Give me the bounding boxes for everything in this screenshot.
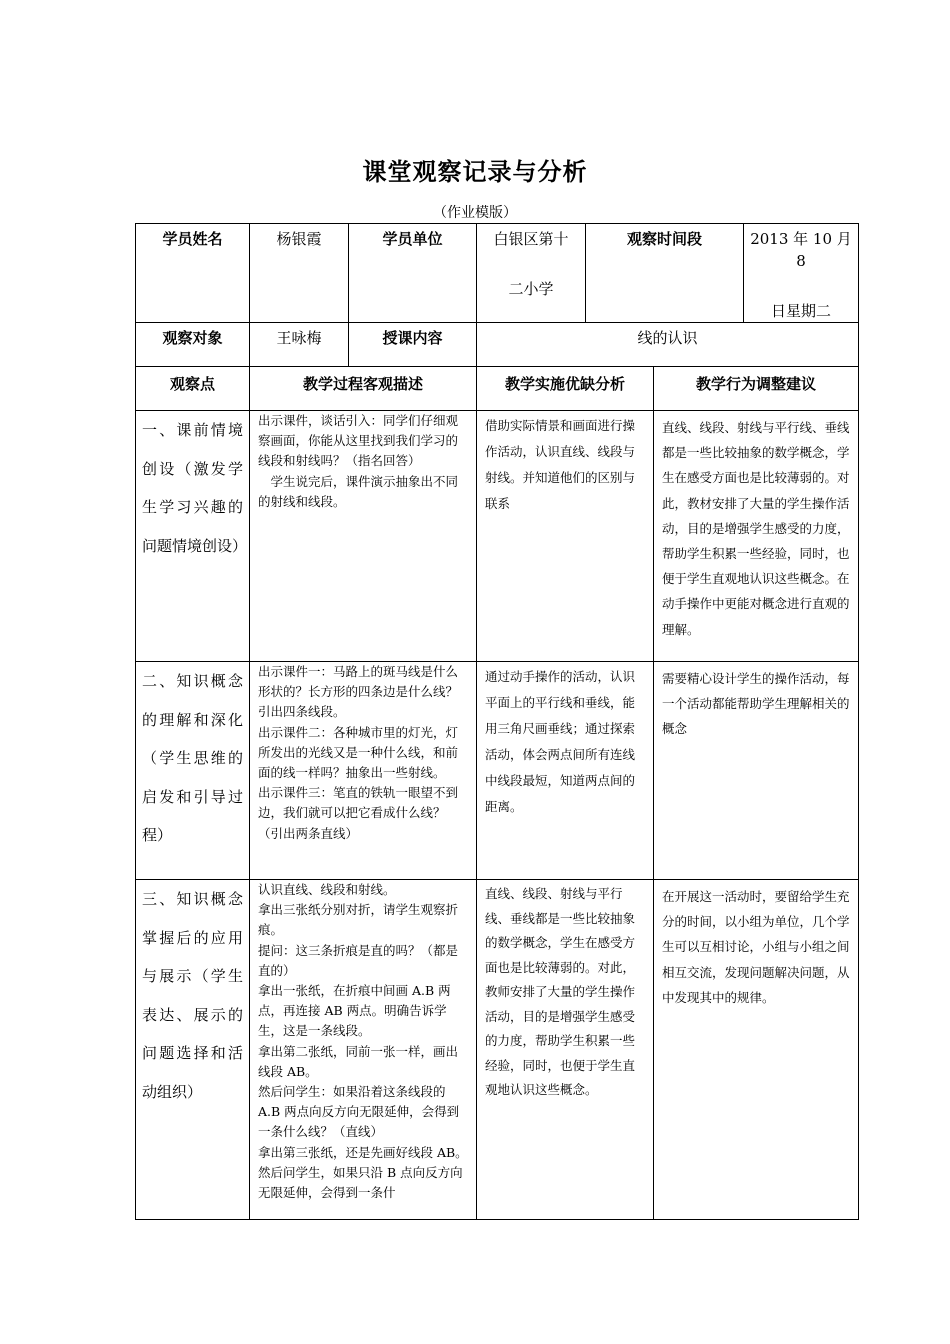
period-label: 观察时间段: [586, 224, 744, 323]
header-row-1: [136, 224, 859, 323]
column-header-suggestion: 教学行为调整建议: [654, 367, 859, 411]
description-line: 拿出第二张纸，同前一张一样，画出线段 AB。: [258, 1043, 459, 1079]
content-label: 授课内容: [349, 323, 477, 367]
observation-point: 二、知识概念的理解和深化（学生思维的启发和引导过程）: [136, 662, 250, 880]
description-line: 拿出一张纸，在折痕中间画 A.B 两点，再连接 AB 两点。明确告诉学生，这是一条线段。: [258, 983, 451, 1039]
process-description: [250, 662, 477, 880]
description-line: 出示课件一：马路上的斑马线是什么形状的？长方形的四条边是什么线？引出四条线段。: [258, 664, 459, 720]
implementation-analysis: 借助实际情景和画面进行操作活动，认识直线、线段与射线。并知道他们的区别与联系: [477, 411, 654, 662]
period-value-line2: 日星期二: [771, 302, 832, 320]
process-description: [250, 411, 477, 662]
period-value-line1: 2013 年 10 月 8: [750, 230, 852, 270]
page-subtitle: （作业模版）: [433, 205, 517, 221]
unit-value: [477, 224, 586, 323]
unit-label: 学员单位: [349, 224, 477, 323]
object-label: 观察对象: [136, 323, 250, 367]
description-line: 出示课件三：笔直的铁轨一眼望不到边，我们就可以把它看成什么线？（引出两条直线）: [258, 785, 459, 841]
observation-table: [135, 223, 859, 1220]
description-line: 学生说完后，课件演示抽象出不同的射线和线段。: [258, 473, 459, 509]
description-line: 拿出第三张纸，还是先画好线段 AB。然后问学生，如果只沿 B 点向反方向无限延伸，会得到一条什: [258, 1144, 468, 1201]
description-line: 提问：这三条折痕是直的吗？（都是直的）: [258, 942, 459, 978]
observation-point: 一、课前情境创设（激发学生学习兴趣的问题情境创设）: [136, 411, 250, 662]
description-line: 然后问学生：如果沿着这条线段的 A.B 两点向反方向无限延伸，会得到一条什么线？（直线）: [258, 1084, 460, 1140]
description-line: 出示课件，谈话引入：同学们仔细观察画面，你能从这里找到我们学习的线段和射线吗？（指名回答）: [258, 413, 459, 469]
column-header-point: 观察点: [136, 367, 250, 411]
observation-point: 三、知识概念掌握后的应用与展示（学生表达、展示的问题选择和活动组织）: [136, 880, 250, 1220]
adjustment-suggestion: 需要精心设计学生的操作活动，每一个活动都能帮助学生理解相关的概念: [654, 662, 859, 880]
object-value: 王咏梅: [250, 323, 349, 367]
adjustment-suggestion: 直线、线段、射线与平行线、垂线都是一些比较抽象的数学概念，学生在感受方面也是比较薄弱的。对此，教材安排了大量的学生操作活动，目的是增强学生感受的力度，帮助学生积累一些经验，同时，也便于学生直观地认识这些概念。在动手操作中更能对概念进行直观的理解。: [654, 411, 859, 662]
period-value: [744, 224, 859, 323]
implementation-analysis: 直线、线段、射线与平行线、垂线都是一些比较抽象的数学概念，学生在感受方面也是比较薄弱的。对此，教师安排了大量的学生操作活动，目的是增强学生感受的力度，帮助学生积累一些经验，同时，也便于学生直观地认识这些概念。: [477, 880, 654, 1220]
table-row: [136, 880, 859, 1220]
unit-value-line1: 白银区第十: [493, 230, 569, 248]
student-name-label: 学员姓名: [136, 224, 250, 323]
unit-value-line2: 二小学: [508, 280, 554, 298]
column-header-row: [136, 367, 859, 411]
adjustment-suggestion: 在开展这一活动时，要留给学生充分的时间，以小组为单位，几个学生可以互相讨论，小组与小组之间相互交流，发现问题解决问题，从中发现其中的规律。: [654, 880, 859, 1220]
content-value: 线的认识: [477, 323, 859, 367]
column-header-analysis: 教学实施优缺分析: [477, 367, 654, 411]
description-line: 认识直线、线段和射线。: [258, 882, 396, 897]
implementation-analysis: 通过动手操作的活动，认识平面上的平行线和垂线，能用三角尺画垂线；通过探索活动，体会两点间所有连线中线段最短，知道两点间的距离。: [477, 662, 654, 880]
student-name-value: 杨银霞: [250, 224, 349, 323]
page-title: 课堂观察记录与分析: [362, 157, 588, 186]
description-line: 出示课件二：各种城市里的灯光，灯所发出的光线又是一种什么线，和前面的线一样吗？抽象出一些射线。: [258, 724, 459, 781]
header-row-2: [136, 323, 859, 367]
table-row: [136, 662, 859, 880]
process-description: [250, 880, 477, 1220]
description-line: 拿出三张纸分别对折，请学生观察折痕。: [258, 902, 459, 938]
column-header-description: 教学过程客观描述: [250, 367, 477, 411]
table-row: [136, 411, 859, 662]
